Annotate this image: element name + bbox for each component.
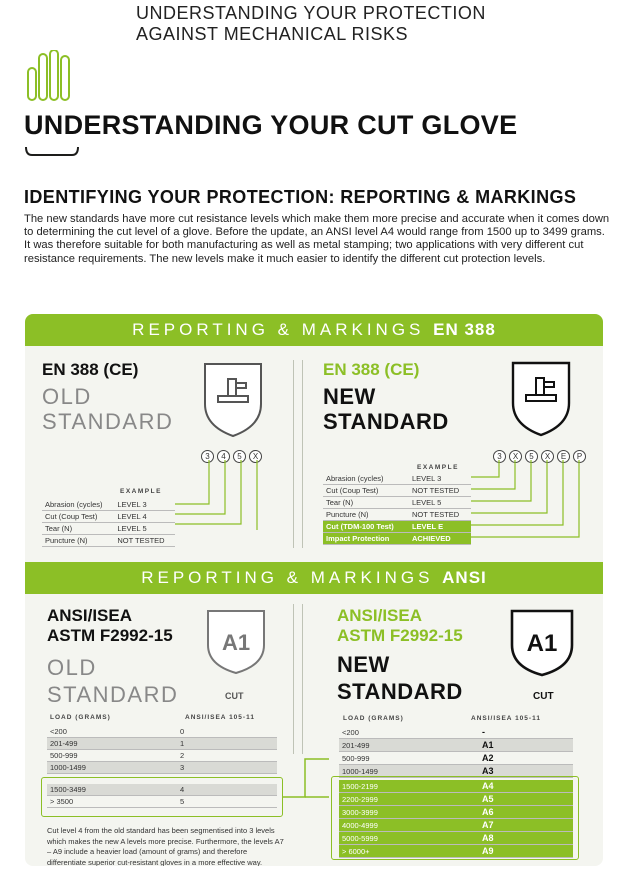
table-row xyxy=(323,533,471,545)
arrow-connector xyxy=(283,754,329,804)
row-value: 2 xyxy=(177,750,277,762)
row-value: LEVEL 4 xyxy=(114,511,175,523)
table-row xyxy=(47,784,277,796)
en388-new-title: EN 388 (CE) xyxy=(323,360,420,379)
code-circle: 4 xyxy=(217,450,230,463)
ansi-new-title1: ANSI/ISEA xyxy=(337,606,423,625)
row-value: NOT TESTED xyxy=(409,509,471,521)
table-row xyxy=(42,511,175,523)
en388-band-light: REPORTING & MARKINGS xyxy=(132,320,434,339)
en388-band-bold: EN 388 xyxy=(433,320,496,339)
row-value: A6 xyxy=(479,806,573,819)
ansi-new-badge: A1 xyxy=(526,630,558,657)
row-value: - xyxy=(479,726,573,739)
row-key: <200 xyxy=(47,726,177,738)
ansi-new-col1: LOAD (GRAMS) xyxy=(343,715,404,722)
divider xyxy=(293,604,303,754)
row-value: 0 xyxy=(177,726,277,738)
row-value: A5 xyxy=(479,793,573,806)
code-circle: 5 xyxy=(233,450,246,463)
table-row xyxy=(42,499,175,511)
code-circle: X xyxy=(509,450,522,463)
code-circle: X xyxy=(249,450,262,463)
row-key: Puncture (N) xyxy=(323,509,409,521)
hammer-shield-icon xyxy=(510,360,572,438)
ansi-new-line2: STANDARD xyxy=(337,679,463,704)
table-row xyxy=(323,473,471,485)
row-value: NOT TESTED xyxy=(409,485,471,497)
row-value: A1 xyxy=(479,739,573,752)
table-row xyxy=(339,806,573,819)
row-value: LEVEL E xyxy=(409,521,471,533)
row-key: 3000-3999 xyxy=(339,806,479,819)
en388-new-line1: NEW xyxy=(323,384,376,409)
ansi-note: Cut level 4 from the old standard has been segmentised into 3 levels which makes the new A levels more precise. Furthermore, the levels A7 – A9 include a heavier load (amount of grams) and therefore differentiate superior cut-resistant gloves in a more effective way. xyxy=(47,826,284,866)
ansi-old-table xyxy=(47,726,277,774)
table-row xyxy=(42,523,175,535)
ansi-band-light: REPORTING & MARKINGS xyxy=(141,568,443,587)
header-line-1: UNDERSTANDING YOUR PROTECTION xyxy=(136,3,486,23)
row-value: 3 xyxy=(177,762,277,774)
cut-shield-icon xyxy=(205,608,267,676)
row-value: LEVEL 5 xyxy=(409,497,471,509)
row-key: 1000-1499 xyxy=(339,765,479,778)
ansi-new-title2: ASTM F2992-15 xyxy=(337,626,463,645)
table-row xyxy=(339,832,573,845)
code-circle: 3 xyxy=(493,450,506,463)
cuff-icon xyxy=(24,143,80,159)
en388-old-line1: OLD xyxy=(42,384,92,409)
row-value: LEVEL 3 xyxy=(409,473,471,485)
row-value: A3 xyxy=(479,765,573,778)
en388-old-table xyxy=(42,499,175,547)
row-key: Cut (TDM-100 Test) xyxy=(323,521,409,533)
row-key: Tear (N) xyxy=(42,523,114,535)
row-value: NOT TESTED xyxy=(114,535,175,547)
code-circle: 5 xyxy=(525,450,538,463)
ansi-old-table-2 xyxy=(47,784,277,808)
code-circle: X xyxy=(541,450,554,463)
ansi-old-col2: ANSI/ISEA 105-11 xyxy=(185,714,255,721)
table-row xyxy=(339,845,573,858)
row-key: Puncture (N) xyxy=(42,535,114,547)
row-key: 4000-4999 xyxy=(339,819,479,832)
row-key: 201-499 xyxy=(47,738,177,750)
table-row xyxy=(339,819,573,832)
row-key: <200 xyxy=(339,726,479,739)
ansi-new-table xyxy=(339,726,573,778)
row-key: 1000-1499 xyxy=(47,762,177,774)
row-value: LEVEL 5 xyxy=(114,523,175,535)
code-circle: P xyxy=(573,450,586,463)
section-heading: IDENTIFYING YOUR PROTECTION: REPORTING & MARKINGS xyxy=(24,187,577,207)
row-key: Impact Protection xyxy=(323,533,409,545)
table-row xyxy=(339,726,573,739)
divider xyxy=(293,360,303,548)
ansi-old-line1: OLD xyxy=(47,655,97,680)
ansi-band-bold: ANSI xyxy=(442,568,487,587)
row-key: Abrasion (cycles) xyxy=(42,499,114,511)
table-row xyxy=(339,739,573,752)
code-circle: E xyxy=(557,450,570,463)
cut-shield-icon xyxy=(509,608,575,678)
row-key: Cut (Coup Test) xyxy=(323,485,409,497)
en388-new-connector-lines xyxy=(471,460,591,544)
table-row xyxy=(47,750,277,762)
table-row xyxy=(47,796,277,808)
en388-new-line2: STANDARD xyxy=(323,409,449,434)
table-row xyxy=(47,726,277,738)
table-row xyxy=(42,535,175,547)
section-intro: The new standards have more cut resistance levels which make them more precise and accurate when it comes down to determining the cut level of a glove. Before the update, an ANSI level A4 would range from 1500 up to 3499 grams. It was therefore suitable for both manufacturing as well as metal stamping; two applications with very different cut resistance requirements. The new levels make it much easier to identify the different cut protection levels. xyxy=(24,213,610,265)
en388-new-example-label: EXAMPLE xyxy=(417,464,459,471)
en388-new-table xyxy=(323,473,471,545)
en388-old-line2: STANDARD xyxy=(42,409,174,434)
code-circle: 3 xyxy=(201,450,214,463)
row-key: 1500-2199 xyxy=(339,780,479,793)
ansi-new-line1: NEW xyxy=(337,652,390,677)
ansi-old-title1: ANSI/ISEA xyxy=(47,606,133,625)
row-value: ACHIEVED xyxy=(409,533,471,545)
row-key: 1500-3499 xyxy=(47,784,177,796)
row-key: Cut (Coup Test) xyxy=(42,511,114,523)
page-title: UNDERSTANDING YOUR CUT GLOVE xyxy=(24,110,518,140)
en388-old-example-label: EXAMPLE xyxy=(120,488,162,495)
ansi-old-badge-sub: CUT xyxy=(225,691,244,701)
ansi-old-col1: LOAD (GRAMS) xyxy=(50,714,111,721)
row-key: 500-999 xyxy=(339,752,479,765)
row-value: A2 xyxy=(479,752,573,765)
table-row xyxy=(323,521,471,533)
ansi-old-line2: STANDARD xyxy=(47,682,179,707)
ansi-new-table-2 xyxy=(339,780,573,858)
row-key: Tear (N) xyxy=(323,497,409,509)
table-row xyxy=(339,793,573,806)
ansi-old-title2: ASTM F2992-15 xyxy=(47,626,173,645)
row-value: A8 xyxy=(479,832,573,845)
row-key: 2200-2999 xyxy=(339,793,479,806)
table-row xyxy=(47,738,277,750)
table-row xyxy=(339,752,573,765)
en388-old-connector-lines xyxy=(175,460,270,530)
row-value: A4 xyxy=(479,780,573,793)
hammer-shield-icon xyxy=(202,361,264,439)
table-row xyxy=(47,762,277,774)
row-value: A7 xyxy=(479,819,573,832)
table-row xyxy=(323,485,471,497)
row-value: A9 xyxy=(479,845,573,858)
glove-logo-icon xyxy=(24,50,80,104)
row-key: Abrasion (cycles) xyxy=(323,473,409,485)
row-key: 5000-5999 xyxy=(339,832,479,845)
markings-card xyxy=(25,314,603,866)
ansi-new-badge-sub: CUT xyxy=(533,691,554,702)
en388-band xyxy=(25,314,603,346)
row-key: > 6000+ xyxy=(339,845,479,858)
ansi-band xyxy=(25,562,603,594)
table-row xyxy=(323,509,471,521)
row-value: 1 xyxy=(177,738,277,750)
en388-old-title: EN 388 (CE) xyxy=(42,360,139,379)
row-key: > 3500 xyxy=(47,796,177,808)
header-line-2: AGAINST MECHANICAL RISKS xyxy=(136,24,409,44)
row-key: 500-999 xyxy=(47,750,177,762)
table-row xyxy=(339,780,573,793)
row-value: LEVEL 3 xyxy=(114,499,175,511)
row-value: 4 xyxy=(177,784,277,796)
ansi-old-badge: A1 xyxy=(221,630,251,655)
row-key: 201-499 xyxy=(339,739,479,752)
table-row xyxy=(323,497,471,509)
row-value: 5 xyxy=(177,796,277,808)
ansi-new-col2: ANSI/ISEA 105-11 xyxy=(471,715,541,722)
